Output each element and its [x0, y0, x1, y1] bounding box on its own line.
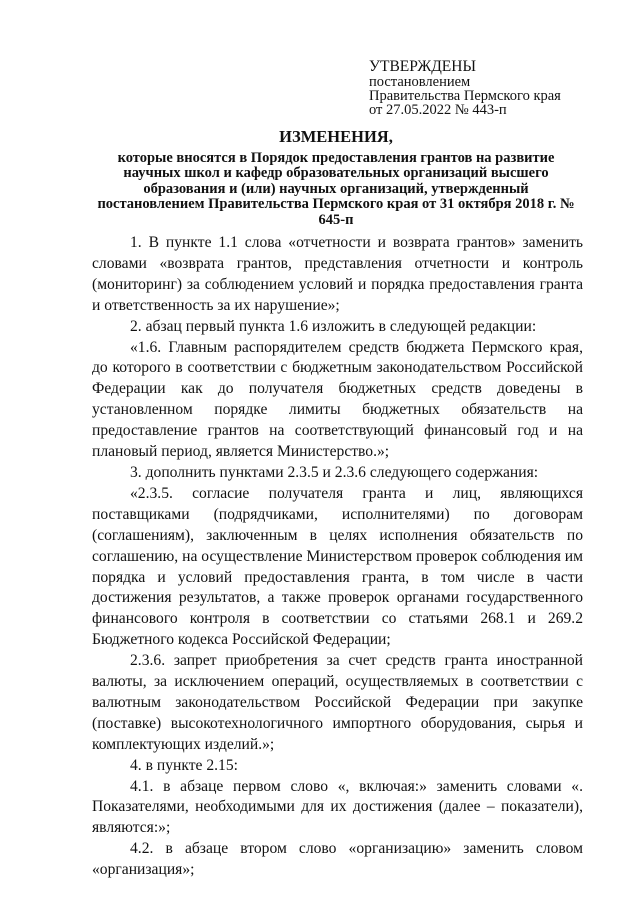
paragraph: 4. в пункте 2.15: — [130, 756, 238, 774]
approval-line-3: от 27.05.2022 № 443-п — [369, 102, 507, 118]
paragraph: 2.3.6. запрет приобретения за счет средств гранта иностранной валюты, за исключением операций, осуществляемых в соответствии с валютным законодательством Российской Федерации при закупке (поставке) высокотехнологичного импортного оборудования, сырья и комплектующих изделий.»; — [92, 652, 583, 753]
paragraph: 4.1. в абзаце первом слово «, включая:» заменить словами «. Показателями, необходимыми для их достижения (далее – показатели), являются:»; — [92, 777, 583, 837]
title-main: ИЗМЕНЕНИЯ, — [279, 127, 393, 146]
document-title — [92, 127, 580, 228]
paragraph: 3. дополнить пунктами 2.3.5 и 2.3.6 следующего содержания: — [130, 463, 539, 481]
paragraph: «1.6. Главным распорядителем средств бюджета Пермского края, до которого в соответствии с бюджетным законодательством Российской Федерации как до получателя бюджетных средств доведены в установленном порядке лимиты бюджетных обязательств на предоставление грантов на соответствующий финансовый год и на плановый период, является Министерство.»; — [92, 338, 583, 461]
approval-line-2: Правительства Пермского края — [369, 88, 561, 104]
approval-line-1: постановлением — [369, 74, 471, 90]
paragraph: «2.3.5. согласие получателя гранта и лиц, являющихся поставщиками (подрядчиками, исполнителями) по договорам (соглашениям), заключенным в целях исполнения обязательств по соглашению, на осуществление Министерством проверок соблюдения им порядка и условий предоставления гранта, в том числе в части достижения результатов, а также проверок органами государственного финансового контроля в соответствии со статьями 268.1 и 269.2 Бюджетного кодекса Российской Федерации; — [92, 484, 583, 649]
title-sub: которые вносятся в Порядок предоставления грантов на развитие научных школ и кафедр образовательных организаций высшего образования и (или) научных организаций, утвержденный постановлением Правительства Пермского края от 31 октября 2018 г. № 645-п — [97, 150, 575, 228]
paragraph: 4.2. в абзаце втором слово «организацию» заменить словом «организация»; — [92, 840, 583, 879]
document-body — [92, 233, 583, 881]
paragraph: 1. В пункте 1.1 слова «отчетности и возврата грантов» заменить словами «возврата грантов, представления отчетности и контроль (мониторинг) за соблюдением условий и порядка предоставления гранта и ответственность за их нарушение»; — [92, 234, 583, 314]
paragraph: 2. абзац первый пункта 1.6 изложить в следующей редакции: — [130, 317, 537, 335]
approval-heading: УТВЕРЖДЕНЫ — [369, 58, 476, 75]
approval-stamp — [369, 58, 561, 117]
